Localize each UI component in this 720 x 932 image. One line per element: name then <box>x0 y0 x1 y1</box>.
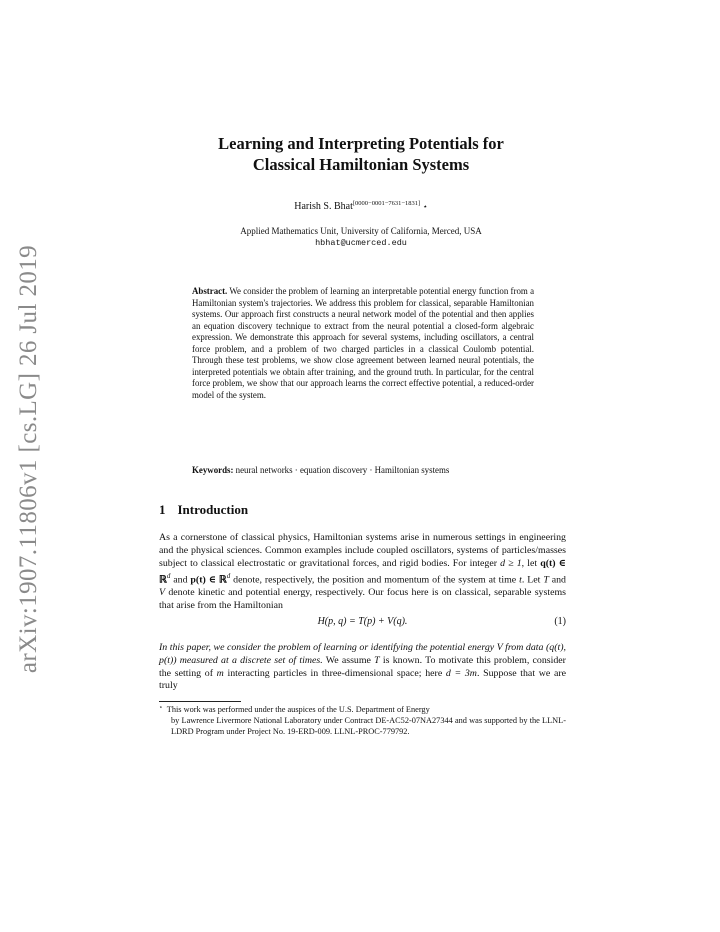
author-email[interactable]: hbhat@ucmerced.edu <box>315 238 407 248</box>
text-run: and <box>548 574 566 586</box>
footnote-mark: ⋆ <box>159 705 163 711</box>
intro-paragraph-1 <box>159 532 566 613</box>
keywords-label: Keywords: <box>192 465 234 475</box>
section-title: Introduction <box>177 502 249 517</box>
affiliation-block <box>150 225 572 249</box>
text-run: , let <box>521 557 541 569</box>
equation-number: (1) <box>554 616 566 627</box>
author-orcid: [0000−0001−7631−1831] <box>352 200 421 207</box>
math-inline: m <box>216 667 224 679</box>
math-inline: T <box>374 654 380 666</box>
footnote-continuation: by Lawrence Livermore National Laboratory under Contract DE-AC52-07NA27344 and was supported by the LLNL-LDRD Program under Project No. 19-ERD-009. LLNL-PROC-779792. <box>171 716 566 736</box>
arxiv-sidebar-stamp <box>6 244 52 674</box>
math-sup: d <box>166 572 171 581</box>
author-footnote-mark: ⋆ <box>422 202 428 211</box>
footnote-line-1: This work was performed under the auspices of the U.S. Department of Energy <box>166 705 430 714</box>
text-run: We assume <box>322 654 375 666</box>
title-line-1: Learning and Interpreting Potentials for <box>218 134 504 153</box>
text-run: and <box>170 574 191 586</box>
intro-paragraph-2 <box>159 642 566 693</box>
text-run: is known. To motivate this problem, consider the setting of <box>159 654 566 679</box>
section-number: 1 <box>159 502 166 517</box>
equation-expression: H(p, q) = T(p) + V(q). <box>317 616 408 627</box>
abstract-text: We consider the problem of learning an interpretable potential energy function from a Hamiltonian system's trajectories. We address this problem for classical, separable Hamiltonian systems. Our approach first constructs a neural network model of the potential and then applies an equation discovery technique to extract from the neural potential a closed-form algebraic expression. We demonstrate this approach for several systems, including oscillators, a central force problem, and a problem of two charged particles in a classical Coulomb potential. Through these test problems, we show close agreement between learned neural potentials, the interpreted potentials we obtain after training, and the ground truth. In particular, for the central force problem, we show that our approach learns the correct effective potential, a reduced-order model of the system. <box>192 286 535 400</box>
footnote-divider <box>159 701 241 702</box>
math-inline: d ≥ 1 <box>500 557 522 569</box>
author-line <box>150 200 572 212</box>
text-run: . Let <box>521 574 544 586</box>
paper-title <box>150 133 572 175</box>
arxiv-id: arXiv:1907.11806v1 [cs.LG] 26 Jul 2019 <box>15 244 42 674</box>
math-inline: d = 3m <box>445 667 477 679</box>
abstract <box>192 286 534 401</box>
equation-1 <box>159 616 566 630</box>
math-inline: t <box>519 574 522 586</box>
abstract-label: Abstract. <box>192 286 228 296</box>
author-name: Harish S. Bhat <box>294 201 353 212</box>
text-run: denote, respectively, the position and momentum of the system at time <box>230 574 520 586</box>
text-run: interacting particles in three-dimensional space; here <box>223 667 446 679</box>
text-run: . Suppose that we are truly <box>159 667 566 692</box>
text-run: denote kinetic and potential energy, respectively. Our focus here is on classical, separable systems that arise from the Hamiltonian <box>159 587 566 612</box>
section-heading <box>159 502 248 518</box>
footnote <box>159 705 566 737</box>
math-inline: T <box>543 574 549 586</box>
math-inline: p(t) ∈ ℝ <box>190 574 227 586</box>
keywords <box>192 465 537 476</box>
math-sup: d <box>226 572 231 581</box>
text-run: As a cornerstone of classical physics, Hamiltonian systems arise in numerous settings in engineering and the physical sciences. Common examples include coupled oscillators, systems of particles/masses subject to classical electrostatic or gravitational forces, and rigid bodies. For integer <box>159 532 566 569</box>
keywords-text: neural networks · equation discovery · Hamiltonian systems <box>235 465 450 475</box>
math-inline: q(t) ∈ ℝ <box>159 557 566 586</box>
math-inline: V <box>159 587 166 599</box>
affiliation: Applied Mathematics Unit, University of California, Merced, USA <box>240 226 482 236</box>
italic-statement: In this paper, we consider the problem of learning or identifying the potential energy V from data (q(t), p(t)) measured at a discrete set of times. <box>159 642 566 666</box>
title-line-2: Classical Hamiltonian Systems <box>252 155 470 174</box>
